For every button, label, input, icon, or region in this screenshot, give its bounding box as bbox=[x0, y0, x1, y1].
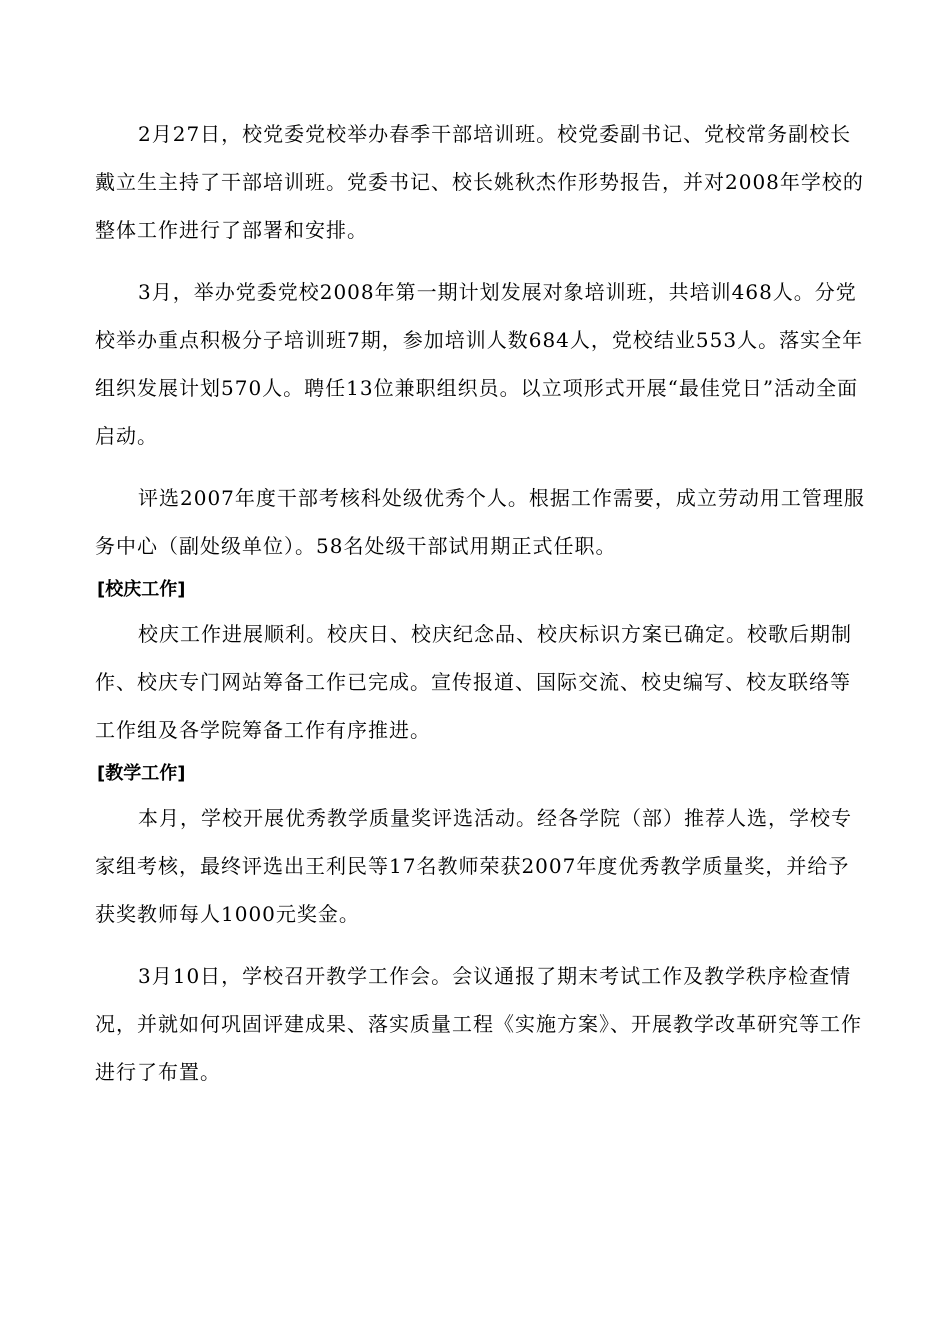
paragraph-anniversary: 校庆工作进展顺利。校庆日、校庆纪念品、校庆标识方案已确定。校歌后期制作、校庆专门网站筹备工作已完成。宣传报道、国际交流、校史编写、校友联络等工作组及各学院筹备工作有序推进。 bbox=[95, 622, 852, 742]
paragraph-teaching-award: 本月，学校开展优秀教学质量奖评选活动。经各学院（部）推荐人选，学校专家组考核，最终评选出王利民等17名教师荣获2007年度优秀教学质量奖，并给予获奖教师每人1000元奖金。 bbox=[95, 806, 852, 926]
paragraph-cadre-evaluation: 评选2007年度干部考核科处级优秀个人。根据工作需要，成立劳动用工管理服务中心（副处级单位）。58名处级干部试用期正式任职。 bbox=[95, 486, 865, 558]
paragraph-teaching-meeting: 3月10日，学校召开教学工作会。会议通报了期末考试工作及教学秩序检查情况，并就如何巩固评建成果、落实质量工程《实施方案》、开展教学改革研究等工作进行了布置。 bbox=[95, 964, 862, 1084]
paragraph-cadre-training: 2月27日，校党委党校举办春季干部培训班。校党委副书记、党校常务副校长戴立生主持了干部培训班。党委书记、校长姚秋杰作形势报告，并对2008年学校的整体工作进行了部署和安排。 bbox=[95, 122, 864, 242]
paragraph-party-development: 3月，举办党委党校2008年第一期计划发展对象培训班，共培训468人。分党校举办重点积极分子培训班7期，参加培训人数684人，党校结业553人。落实全年组织发展计划570人。聘任13位兼职组织员。以立项形式开展“最佳党日”活动全面启动。 bbox=[95, 280, 864, 448]
section-heading-teaching: [教学工作] bbox=[97, 763, 186, 784]
document-body bbox=[95, 110, 865, 1110]
section-heading-anniversary: [校庆工作] bbox=[97, 579, 186, 600]
